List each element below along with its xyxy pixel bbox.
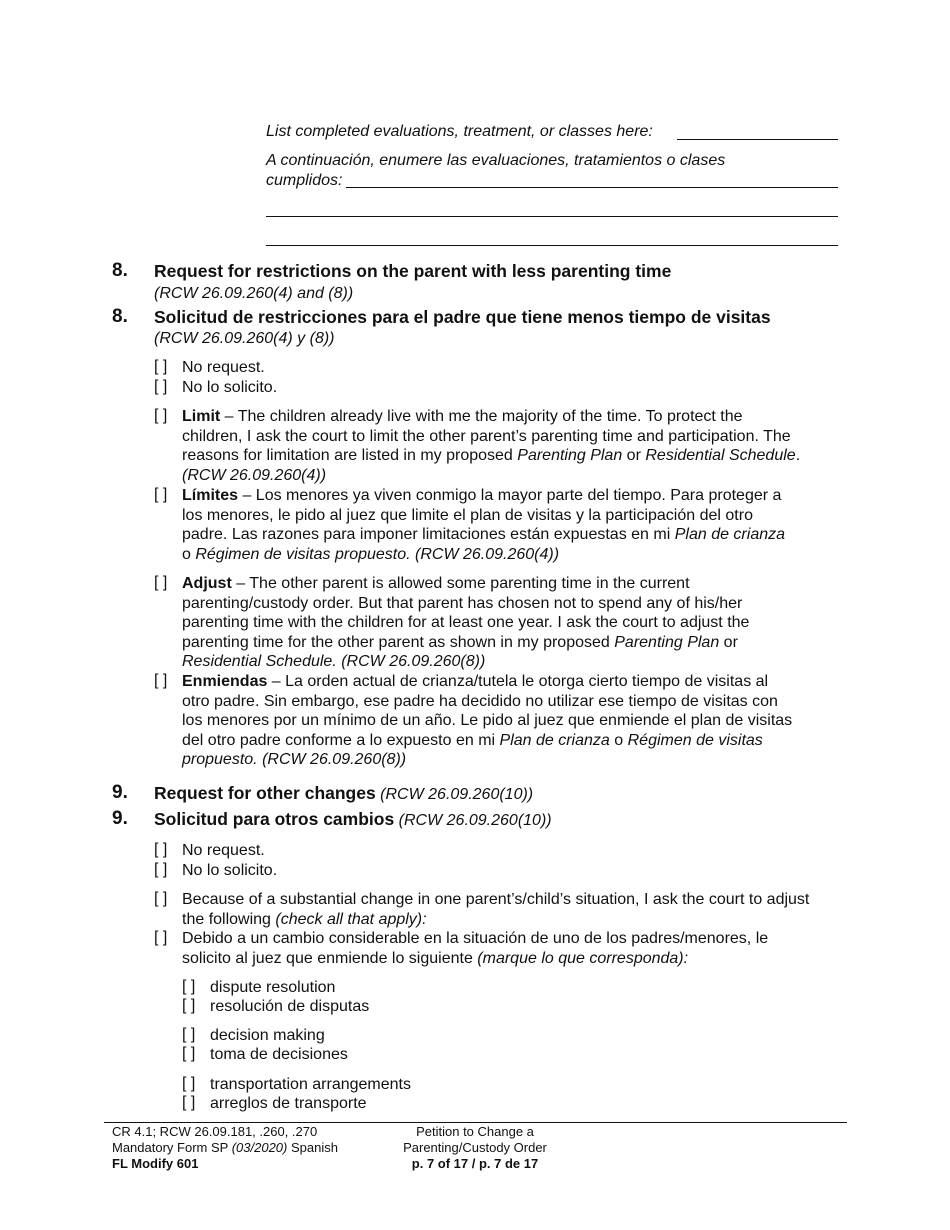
s9-cambio-instruction: (marque lo que corresponda): [477,949,689,967]
s8-enmiendas-line: o [609,731,628,749]
s9-cambio-checkbox[interactable]: [ ] [154,929,168,946]
section-9-citation-es: (RCW 26.09.260(10)) [398,812,552,829]
s8-limit-line: – The children already live with me the majority of the time. To protect the [220,408,743,425]
s8-no-request-checkbox-es[interactable]: [ ] [154,378,168,395]
s8-enmiendas-schedule-cont: propuesto [182,751,254,768]
s8-limites-line: o [182,545,196,563]
s8-limit-paragraph [182,407,842,485]
footer-form-date: (03/2020) [231,1140,288,1155]
option-transport-checkbox-es[interactable]: [ ] [182,1094,196,1111]
completed-list-line-2[interactable] [346,187,838,188]
s8-enmiendas-paragraph [182,672,842,770]
option-decision-es: toma de decisiones [210,1046,348,1063]
s8-enmiendas-line: – La orden actual de crianza/tutela le otorga cierto tiempo de visitas al [267,673,769,690]
footer-left [112,1124,338,1172]
s9-cambio-line: Debido a un cambio considerable en la situación de uno de los padres/menores, le [182,930,769,947]
option-transport-es: arreglos de transporte [210,1095,367,1112]
s8-limites-checkbox[interactable]: [ ] [154,486,168,503]
section-9-title-es: Solicitud para otros cambios [154,809,395,829]
option-dispute-en: dispute resolution [210,979,336,996]
s8-enmiendas-checkbox[interactable]: [ ] [154,672,168,689]
section-8-number-en: 8. [112,260,128,281]
s9-change-line: the following [182,910,276,928]
s9-change-line: Because of a substantial change in one parent’s/child’s situation, I ask the court to adjust [182,891,810,908]
s8-adjust-paragraph [182,574,842,672]
s8-limites-line: padre. Las razones para imponer limitaciones están expuestas en mi [182,526,675,543]
s8-limit-line: . [795,447,801,464]
footer-citation: CR 4.1; RCW 26.09.181, .260, .270 [112,1124,318,1139]
section-8-title-es: Solicitud de restricciones para el padre que tiene menos tiempo de visitas [154,307,771,327]
section-9-number-en: 9. [112,782,128,803]
s8-enmiendas-label: Enmiendas [182,673,268,690]
footer-doc-title-2: Parenting/Custody Order [403,1140,547,1155]
s9-no-request-en: No request. [182,842,265,859]
option-dispute-checkbox[interactable]: [ ] [182,978,196,995]
section-8-number-es: 8. [112,306,128,327]
footer-page-number: p. 7 of 17 / p. 7 de 17 [411,1156,539,1171]
s8-no-request-checkbox[interactable]: [ ] [154,358,168,375]
s8-limites-citation: . (RCW 26.09.260(4)) [406,545,560,563]
s8-enmiendas-line: los menores por un mínimo de un año. Le pido al juez que enmiende el plan de visitas [182,712,793,729]
s9-no-request-es: No lo solicito. [182,862,278,879]
s8-enmiendas-line: del otro padre conforme a lo expuesto en mi [182,731,500,749]
option-decision-checkbox-es[interactable]: [ ] [182,1045,196,1062]
s8-limit-line: or [622,447,646,464]
completed-list-line-4[interactable] [266,245,838,246]
completed-list-label-es-2: cumplidos: [266,172,343,189]
s8-limit-plan: Parenting Plan [517,447,623,464]
option-transport-checkbox[interactable]: [ ] [182,1075,196,1092]
s8-adjust-line: or [719,633,738,651]
s8-enmiendas-plan: Plan de crianza [499,731,610,749]
section-9-heading-es [154,809,552,830]
s8-adjust-schedule: Residential Schedule [182,653,333,670]
s8-limit-label: Limit [182,408,221,425]
footer-form-label: Mandatory Form SP [112,1140,232,1155]
s8-limites-plan: Plan de crianza [674,526,786,543]
s8-limites-line: – Los menores ya viven conmigo la mayor parte del tiempo. Para proteger a [238,487,782,504]
s8-no-request-en: No request. [182,359,265,376]
completed-list-line-3[interactable] [266,216,838,217]
option-decision-checkbox[interactable]: [ ] [182,1026,196,1043]
option-dispute-es: resolución de disputas [210,998,370,1015]
footer-middle [375,1124,575,1172]
s8-limit-line: children, I ask the court to limit the other parent’s parenting time and participation. The [182,427,791,445]
option-dispute-checkbox-es[interactable]: [ ] [182,997,196,1014]
s8-adjust-line: parenting time with the children for at least one year. I ask the court to adjust the [182,614,750,631]
s8-limites-label: Límites [182,487,239,504]
s8-adjust-checkbox[interactable]: [ ] [154,574,168,591]
section-9-title-en: Request for other changes [154,783,376,803]
s8-limites-schedule: Régimen de visitas propuesto [195,545,407,563]
s8-enmiendas-line: otro padre. Sin embargo, ese padre ha decidido no utilizar ese tiempo de visitas con [182,692,778,710]
footer-form-language: Spanish [287,1140,338,1155]
s8-adjust-line: – The other parent is allowed some parenting time in the current [231,575,690,592]
s8-enmiendas-schedule: Régimen de visitas [627,731,763,749]
section-9-citation-en: (RCW 26.09.260(10)) [380,786,534,803]
s8-limites-paragraph [182,486,842,564]
s9-change-paragraph-en [182,890,842,929]
s8-limit-schedule: Residential Schedule [645,447,796,464]
s8-adjust-line: parenting time for the other parent as shown in my proposed [182,633,615,651]
footer-doc-title-1: Petition to Change a [416,1124,534,1139]
s9-no-request-checkbox-es[interactable]: [ ] [154,861,168,878]
s8-limit-line: reasons for limitation are listed in my proposed [182,447,518,464]
completed-list-label-en: List completed evaluations, treatment, or classes here: [266,123,653,140]
section-9-heading-en [154,783,533,804]
s8-adjust-line: parenting/custody order. But that parent has chosen not to spend any of his/her [182,594,743,612]
s8-enmiendas-citation: . (RCW 26.09.260(8)) [253,751,407,768]
completed-list-label-es-1: A continuación, enumere las evaluaciones, tratamientos o clases [266,152,726,169]
s9-change-paragraph-es [182,929,842,968]
section-8-title-en: Request for restrictions on the parent with less parenting time [154,261,672,281]
section-8-citation-es: (RCW 26.09.260(4) y (8)) [154,330,335,347]
footer-form-id: FL Modify 601 [112,1156,199,1171]
option-transport-en: transportation arrangements [210,1076,411,1093]
completed-list-line-1[interactable] [677,139,838,140]
s9-cambio-line: solicito al juez que enmiende lo siguiente [182,949,478,967]
section-8-citation-en: (RCW 26.09.260(4) and (8)) [154,285,354,302]
s9-change-checkbox[interactable]: [ ] [154,890,168,907]
footer-divider [104,1122,847,1123]
section-9-number-es: 9. [112,808,128,829]
s8-limites-line: los menores, le pido al juez que limite el plan de visitas y la participación del otro [182,506,753,524]
s8-no-request-es: No lo solicito. [182,379,278,396]
s9-no-request-checkbox[interactable]: [ ] [154,841,168,858]
s8-limit-checkbox[interactable]: [ ] [154,407,168,424]
s8-adjust-plan: Parenting Plan [614,633,720,651]
s8-adjust-citation: . (RCW 26.09.260(8)) [332,653,486,670]
s8-limit-citation: (RCW 26.09.260(4)) [182,466,327,484]
s9-change-instruction: (check all that apply): [275,910,427,928]
s8-adjust-label: Adjust [182,575,232,592]
option-decision-en: decision making [210,1027,325,1044]
